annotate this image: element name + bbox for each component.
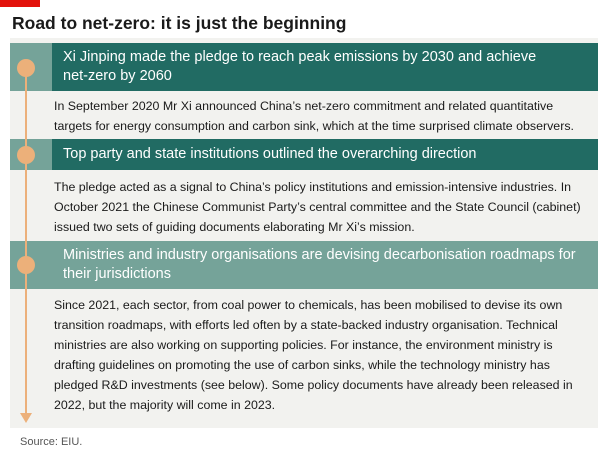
diagram-title: Road to net-zero: it is just the beginning <box>12 13 347 33</box>
step-2-body-line-3: issued two sets of guiding documents elaborating Mr Xi’s mission. <box>54 220 415 234</box>
step-2-band <box>10 139 598 170</box>
step-2-body-line-2: October 2021 the Chinese Communist Party’s central committee and the State Council (cabinet) <box>54 200 581 214</box>
brand-red-tag <box>0 0 40 7</box>
step-3-body-line-3: ministries are also working on supporting policies. For instance, the environment ministry is <box>54 338 553 352</box>
source-note: Source: EIU. <box>20 436 83 448</box>
timeline-arrow-head <box>20 413 32 423</box>
step-2-timeline-node <box>17 146 35 164</box>
step-3-body-line-2: transition roadmaps, with efforts led often by a state-backed industry organisation. Technical <box>54 318 558 332</box>
step-3-band <box>10 241 598 289</box>
step-3-body-line-6: 2022, but the majority will come in 2023. <box>54 398 276 412</box>
step-2-heading-line-1: Top party and state institutions outlined the overarching direction <box>63 146 477 162</box>
step-1-heading-line-2: net-zero by 2060 <box>63 68 172 84</box>
step-3-timeline-node <box>17 256 35 274</box>
step-1-heading-line-1: Xi Jinping made the pledge to reach peak emissions by 2030 and achieve <box>63 49 537 65</box>
timeline-connector <box>25 68 27 418</box>
step-1-band <box>10 43 598 91</box>
step-1-body-line-2: targets for energy consumption and carbon sink, which at the time surprised climate observers. <box>54 119 574 133</box>
timeline-panel <box>10 38 598 428</box>
step-3-body-line-5: pledged R&D investments (see below). Some policy documents have already been released in <box>54 378 573 392</box>
step-3-heading-line-1: Ministries and industry organisations are devising decarbonisation roadmaps for <box>63 247 576 263</box>
step-3-heading-line-2: their jurisdictions <box>63 266 171 282</box>
step-3-body-line-4: drafting guidelines on promoting the use of carbon sinks, while the technology ministry has <box>54 358 550 372</box>
step-1-timeline-node <box>17 59 35 77</box>
step-1-body-line-1: In September 2020 Mr Xi announced China’s net-zero commitment and related quantitative <box>54 99 554 113</box>
step-3-body-line-1: Since 2021, each sector, from coal power to chemicals, has been mobilised to devise its own <box>54 298 563 312</box>
step-2-body-line-1: The pledge acted as a signal to China’s policy institutions and emission-intensive industries. In <box>54 180 572 194</box>
